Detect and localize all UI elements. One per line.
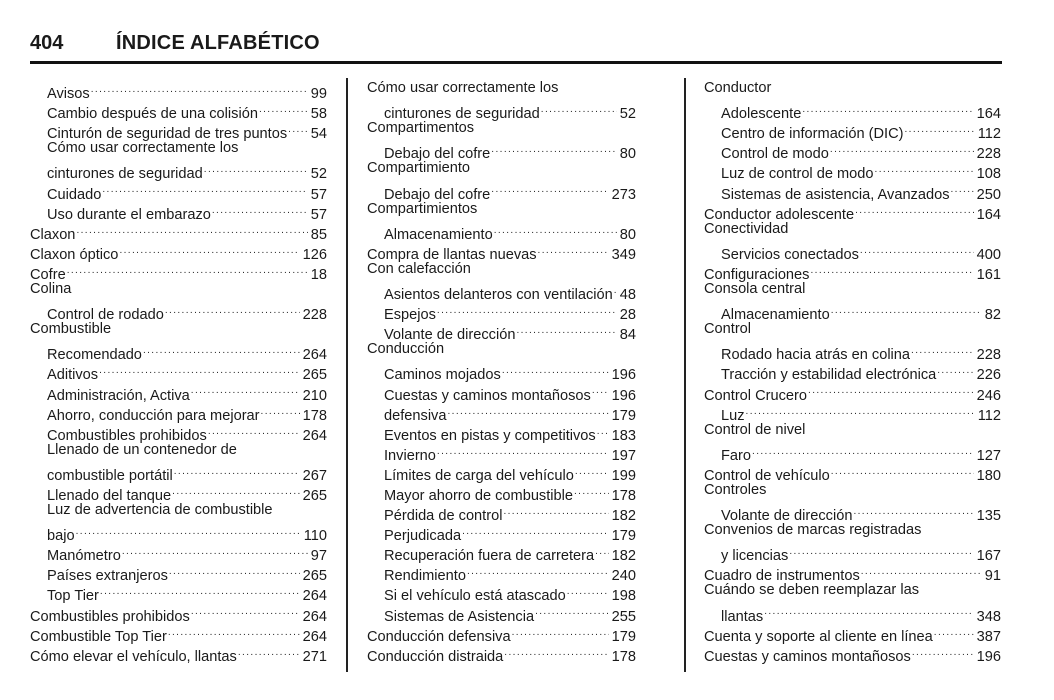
index-entry (704, 520, 1001, 540)
dot-leader (802, 98, 973, 118)
entry-label: Cómo elevar el vehículo, llantas (30, 648, 237, 665)
entry-label: Cómo usar correctamente los (47, 140, 239, 157)
entry-page-number: 183 (611, 427, 636, 444)
index-entry (30, 279, 327, 299)
entry-label: Cambio después de una colisión (47, 106, 258, 123)
entry-label: Adolescente (721, 106, 802, 123)
entry-page-number: 198 (611, 588, 636, 605)
entry-label: Almacenamiento (721, 307, 830, 324)
entry-label: llantas (721, 608, 764, 625)
entry-page-number: 400 (976, 246, 1001, 263)
entry-page-number: 182 (611, 508, 636, 525)
index-subentry (30, 339, 327, 364)
entry-label: Luz de advertencia de combustible (47, 501, 273, 518)
dot-leader (100, 580, 300, 600)
entry-label: Límites de carga del vehículo (384, 467, 574, 484)
index-subentry (704, 500, 1001, 525)
index-subentry (367, 138, 636, 163)
entry-label: Rendimiento (384, 568, 466, 585)
index-entry (704, 78, 1001, 98)
index-entry (704, 420, 1001, 440)
dot-leader (875, 158, 974, 178)
entry-label: cinturones de seguridad (384, 106, 540, 123)
dot-leader (752, 440, 974, 460)
index-entry (704, 279, 1001, 299)
page-title: ÍNDICE ALFABÉTICO (116, 32, 320, 54)
entry-page-number: 264 (302, 347, 327, 364)
entry-page-number: 110 (303, 528, 327, 545)
entry-page-number: 348 (976, 608, 1001, 625)
entry-page-number: 240 (611, 568, 636, 585)
dot-leader (789, 540, 973, 560)
entry-page-number: 246 (976, 387, 1001, 404)
entry-page-number: 54 (310, 126, 327, 143)
entry-page-number: 80 (619, 146, 636, 163)
dot-leader (447, 400, 608, 420)
entry-label: Conductor (704, 80, 772, 96)
dot-leader (937, 359, 973, 379)
entry-label: Cuenta y soporte al cliente en línea (704, 628, 933, 645)
index-column-2 (367, 78, 636, 665)
index-subentry (367, 178, 636, 203)
entry-label: Volante de dirección (721, 508, 853, 525)
entry-page-number: 84 (619, 327, 636, 344)
dot-leader (860, 239, 974, 259)
dot-leader (91, 78, 308, 98)
entry-page-number: 271 (302, 648, 327, 665)
index-entry (30, 319, 327, 339)
entry-page-number: 127 (976, 447, 1001, 464)
entry-page-number: 80 (619, 226, 636, 243)
dot-leader (76, 520, 301, 540)
entry-label: Conducción distraida (367, 648, 504, 665)
dot-leader (567, 580, 609, 600)
dot-leader (143, 339, 300, 359)
dot-leader (288, 118, 308, 138)
entry-label: Sistemas de asistencia, Avanzados (721, 186, 950, 203)
entry-label: Almacenamiento (384, 226, 493, 243)
entry-label: Cofre (30, 266, 66, 283)
entry-label: Administración, Activa (47, 387, 190, 404)
dot-leader (516, 319, 616, 339)
entry-label: Cuestas y caminos montañosos (704, 648, 911, 665)
entry-label: Conductor adolescente (704, 206, 855, 223)
entry-label: Rodado hacia atrás en colina (721, 347, 911, 364)
entry-page-number: 85 (310, 226, 327, 243)
dot-leader (855, 199, 974, 219)
entry-page-number: 178 (611, 487, 636, 504)
dot-leader (905, 118, 975, 138)
entry-label: Control de modo (721, 146, 829, 163)
entry-label: bajo (47, 528, 75, 545)
dot-leader (174, 460, 300, 480)
dot-leader (208, 420, 300, 440)
entry-label: Volante de dirección (384, 327, 516, 344)
entry-label: Conducción defensiva (367, 628, 511, 645)
dot-leader (99, 359, 300, 379)
entry-label: Centro de información (DIC) (721, 126, 904, 143)
entry-page-number: 28 (619, 307, 636, 324)
entry-page-number: 112 (977, 407, 1001, 424)
entry-label: Llenado del tanque (47, 487, 172, 504)
index-subentry (30, 299, 327, 324)
index-column-3 (704, 78, 1001, 665)
entry-page-number: 199 (611, 467, 636, 484)
entry-page-number: 228 (302, 307, 327, 324)
entry-page-number: 182 (611, 548, 636, 565)
index-column-1 (30, 78, 327, 665)
entry-page-number: 179 (611, 628, 636, 645)
index-entry (367, 78, 636, 98)
entry-label: Claxon óptico (30, 246, 119, 263)
entry-label: Controles (704, 481, 767, 498)
dot-leader (595, 540, 609, 560)
page-header (30, 30, 1002, 62)
dot-leader (191, 379, 300, 399)
entry-page-number: 112 (977, 126, 1001, 143)
index-subentry (367, 219, 636, 243)
dot-leader (102, 178, 307, 198)
entry-page-number: 164 (976, 206, 1001, 223)
entry-page-number: 264 (302, 628, 327, 645)
index-entry (30, 259, 327, 283)
entry-label: Mayor ahorro de combustible (384, 487, 573, 504)
dot-leader (168, 621, 300, 641)
entry-page-number: 99 (310, 86, 327, 103)
entry-page-number: 82 (984, 307, 1001, 324)
dot-leader (911, 339, 974, 359)
dot-leader (503, 500, 608, 520)
entry-page-number: 57 (310, 186, 327, 203)
entry-page-number: 264 (302, 588, 327, 605)
entry-page-number: 265 (302, 487, 327, 504)
dot-leader (538, 239, 609, 259)
dot-leader (934, 621, 974, 641)
entry-page-number: 178 (302, 407, 327, 424)
entry-page-number: 196 (611, 387, 636, 404)
entry-label: cinturones de seguridad (47, 166, 203, 183)
dot-leader (67, 259, 308, 279)
entry-label: Combustibles prohibidos (47, 427, 207, 444)
entry-page-number: 349 (611, 246, 636, 263)
entry-page-number: 273 (611, 186, 636, 203)
index-subentry (367, 359, 636, 384)
dot-leader (861, 560, 982, 580)
entry-label: Configuraciones (704, 266, 810, 283)
dot-leader (212, 199, 308, 219)
entry-page-number: 135 (976, 508, 1001, 525)
entry-page-number: 210 (302, 387, 327, 404)
index-subentry (704, 440, 1001, 464)
index-entry (704, 480, 1001, 500)
entry-page-number: 48 (619, 287, 636, 304)
dot-leader (951, 178, 974, 198)
dot-leader (541, 98, 617, 118)
dot-leader (119, 239, 299, 259)
entry-label: Faro (721, 447, 752, 464)
dot-leader (204, 158, 308, 178)
entry-page-number: 97 (310, 548, 327, 565)
dot-leader (853, 500, 973, 520)
dot-leader (592, 379, 609, 399)
entry-page-number: 126 (302, 246, 327, 263)
dot-leader (831, 460, 974, 480)
entry-label: Conducción (367, 341, 445, 358)
entry-page-number: 196 (611, 367, 636, 384)
dot-leader (808, 379, 974, 399)
index-subentry (704, 98, 1001, 123)
dot-leader (491, 138, 616, 158)
dot-leader (261, 400, 300, 420)
entry-label: Colina (30, 280, 72, 297)
entry-label: Cómo usar correctamente los (367, 80, 559, 96)
entry-label: Luz (721, 407, 745, 424)
entry-label: Servicios conectados (721, 246, 859, 263)
entry-label: Caminos mojados (384, 367, 501, 384)
entry-page-number: 255 (611, 608, 636, 625)
entry-label: Control de vehículo (704, 467, 830, 484)
dot-leader (504, 641, 608, 661)
entry-page-number: 164 (976, 106, 1001, 123)
entry-label: Control de rodado (47, 307, 164, 324)
entry-label: Compartimentos (367, 120, 475, 137)
entry-label: Control de nivel (704, 421, 806, 438)
index-entry (367, 199, 636, 219)
entry-label: Recuperación fuera de carretera (384, 548, 595, 565)
entry-page-number: 226 (976, 367, 1001, 384)
index-subentry (30, 78, 327, 103)
entry-label: Cuestas y caminos montañosos (384, 387, 591, 404)
dot-leader (169, 560, 300, 580)
entry-label: Compartimiento (367, 160, 471, 177)
entry-page-number: 18 (310, 266, 327, 283)
entry-page-number: 180 (976, 467, 1001, 484)
dot-leader (830, 138, 974, 158)
entry-label: Si el vehículo está atascado (384, 588, 566, 605)
entry-label: Asientos delanteros con ventilación (384, 287, 613, 304)
entry-page-number: 57 (310, 206, 327, 223)
entry-page-number: 52 (310, 166, 327, 183)
entry-label: Convenios de marcas registradas (704, 522, 922, 539)
entry-page-number: 178 (611, 648, 636, 665)
entry-page-number: 161 (976, 266, 1001, 283)
entry-page-number: 196 (976, 648, 1001, 665)
dot-leader (575, 460, 609, 480)
index-subentry (30, 520, 327, 545)
entry-label: Cuándo se deben reemplazar las (704, 582, 919, 599)
dot-leader (502, 359, 609, 379)
entry-page-number: 265 (302, 367, 327, 384)
entry-page-number: 387 (976, 628, 1001, 645)
dot-leader (810, 259, 973, 279)
index-subentry (30, 460, 327, 484)
entry-label: Luz de control de modo (721, 166, 874, 183)
dot-leader (76, 219, 307, 239)
index-subentry (30, 158, 327, 183)
entry-label: Llenado de un contenedor de (47, 441, 237, 458)
entry-label: defensiva (384, 407, 447, 424)
entry-page-number: 264 (302, 427, 327, 444)
entry-label: Manómetro (47, 548, 121, 565)
index-subentry (704, 239, 1001, 263)
entry-label: Invierno (384, 447, 436, 464)
entry-label: Combustibles prohibidos (30, 608, 190, 625)
index-subentry (704, 339, 1001, 364)
dot-leader (746, 400, 975, 420)
entry-label: Recomendado (47, 347, 142, 364)
dot-leader (491, 178, 608, 198)
entry-label: Uso durante el embarazo (47, 206, 211, 223)
entry-label: Compra de llantas nuevas (367, 246, 537, 263)
entry-page-number: 250 (976, 186, 1001, 203)
entry-label: Conectividad (704, 220, 789, 237)
entry-label: Espejos (384, 307, 436, 324)
entry-page-number: 265 (302, 568, 327, 585)
entry-page-number: 91 (984, 568, 1001, 585)
entry-page-number: 179 (611, 407, 636, 424)
column-divider (684, 78, 686, 672)
entry-page-number: 264 (302, 608, 327, 625)
entry-label: Cuadro de instrumentos (704, 568, 860, 585)
entry-label: Eventos en pistas y competitivos (384, 427, 596, 444)
entry-label: y licencias (721, 548, 789, 565)
entry-label: Países extranjeros (47, 568, 168, 585)
dot-leader (191, 600, 300, 620)
dot-leader (259, 98, 308, 118)
entry-label: Perjudicada (384, 528, 462, 545)
entry-label: Consola central (704, 280, 806, 297)
dot-leader (597, 420, 609, 440)
header-rule (30, 61, 1002, 64)
entry-label: Cuidado (47, 186, 102, 203)
index-subentry (30, 440, 327, 460)
entry-label: Aditivos (47, 367, 99, 384)
entry-page-number: 267 (302, 467, 327, 484)
index-subentry (704, 299, 1001, 324)
index-subentry (367, 98, 636, 123)
entry-page-number: 52 (619, 106, 636, 123)
entry-label: Cinturón de seguridad de tres puntos (47, 126, 288, 143)
entry-label: Control Crucero (704, 387, 808, 404)
dot-leader (831, 299, 982, 319)
entry-page-number: 197 (611, 447, 636, 464)
entry-label: Compartimientos (367, 200, 478, 217)
index-entry (704, 319, 1001, 339)
dot-leader (912, 641, 974, 661)
entry-label: Pérdida de control (384, 508, 503, 525)
entry-label: Tracción y estabilidad electrónica (721, 367, 937, 384)
dot-leader (494, 219, 617, 239)
index-entry (367, 158, 636, 178)
dot-leader (437, 440, 609, 460)
dot-leader (462, 520, 609, 540)
entry-label: Avisos (47, 86, 90, 103)
entry-page-number: 108 (976, 166, 1001, 183)
entry-label: Claxon (30, 226, 76, 243)
index-subentry (367, 279, 636, 304)
entry-page-number: 228 (976, 146, 1001, 163)
entry-label: Control (704, 321, 752, 338)
entry-label: Sistemas de Asistencia (384, 608, 535, 625)
dot-leader (467, 560, 609, 580)
dot-leader (574, 480, 609, 500)
index-subentry (704, 600, 1001, 625)
index-subentry (704, 540, 1001, 565)
entry-page-number: 228 (976, 347, 1001, 364)
dot-leader (238, 641, 300, 661)
column-divider (346, 78, 348, 672)
dot-leader (614, 279, 617, 299)
entry-label: Debajo del cofre (384, 146, 491, 163)
dot-leader (512, 621, 609, 641)
dot-leader (535, 600, 609, 620)
page-number: 404 (30, 32, 64, 54)
entry-page-number: 58 (310, 106, 327, 123)
entry-page-number: 167 (976, 548, 1001, 565)
entry-label: Combustible (30, 321, 112, 338)
entry-page-number: 179 (611, 528, 636, 545)
entry-label: Ahorro, conducción para mejorar (47, 407, 260, 424)
entry-label: Top Tier (47, 588, 99, 605)
dot-leader (437, 299, 617, 319)
entry-label: combustible portátil (47, 467, 173, 484)
dot-leader (172, 480, 299, 500)
dot-leader (122, 540, 308, 560)
dot-leader (165, 299, 300, 319)
index-entry (704, 580, 1001, 600)
entry-label: Debajo del cofre (384, 186, 491, 203)
entry-label: Con calefacción (367, 260, 471, 277)
dot-leader (764, 600, 973, 620)
entry-label: Combustible Top Tier (30, 628, 167, 645)
index-subentry (704, 400, 1001, 424)
index-subentry (30, 500, 327, 520)
